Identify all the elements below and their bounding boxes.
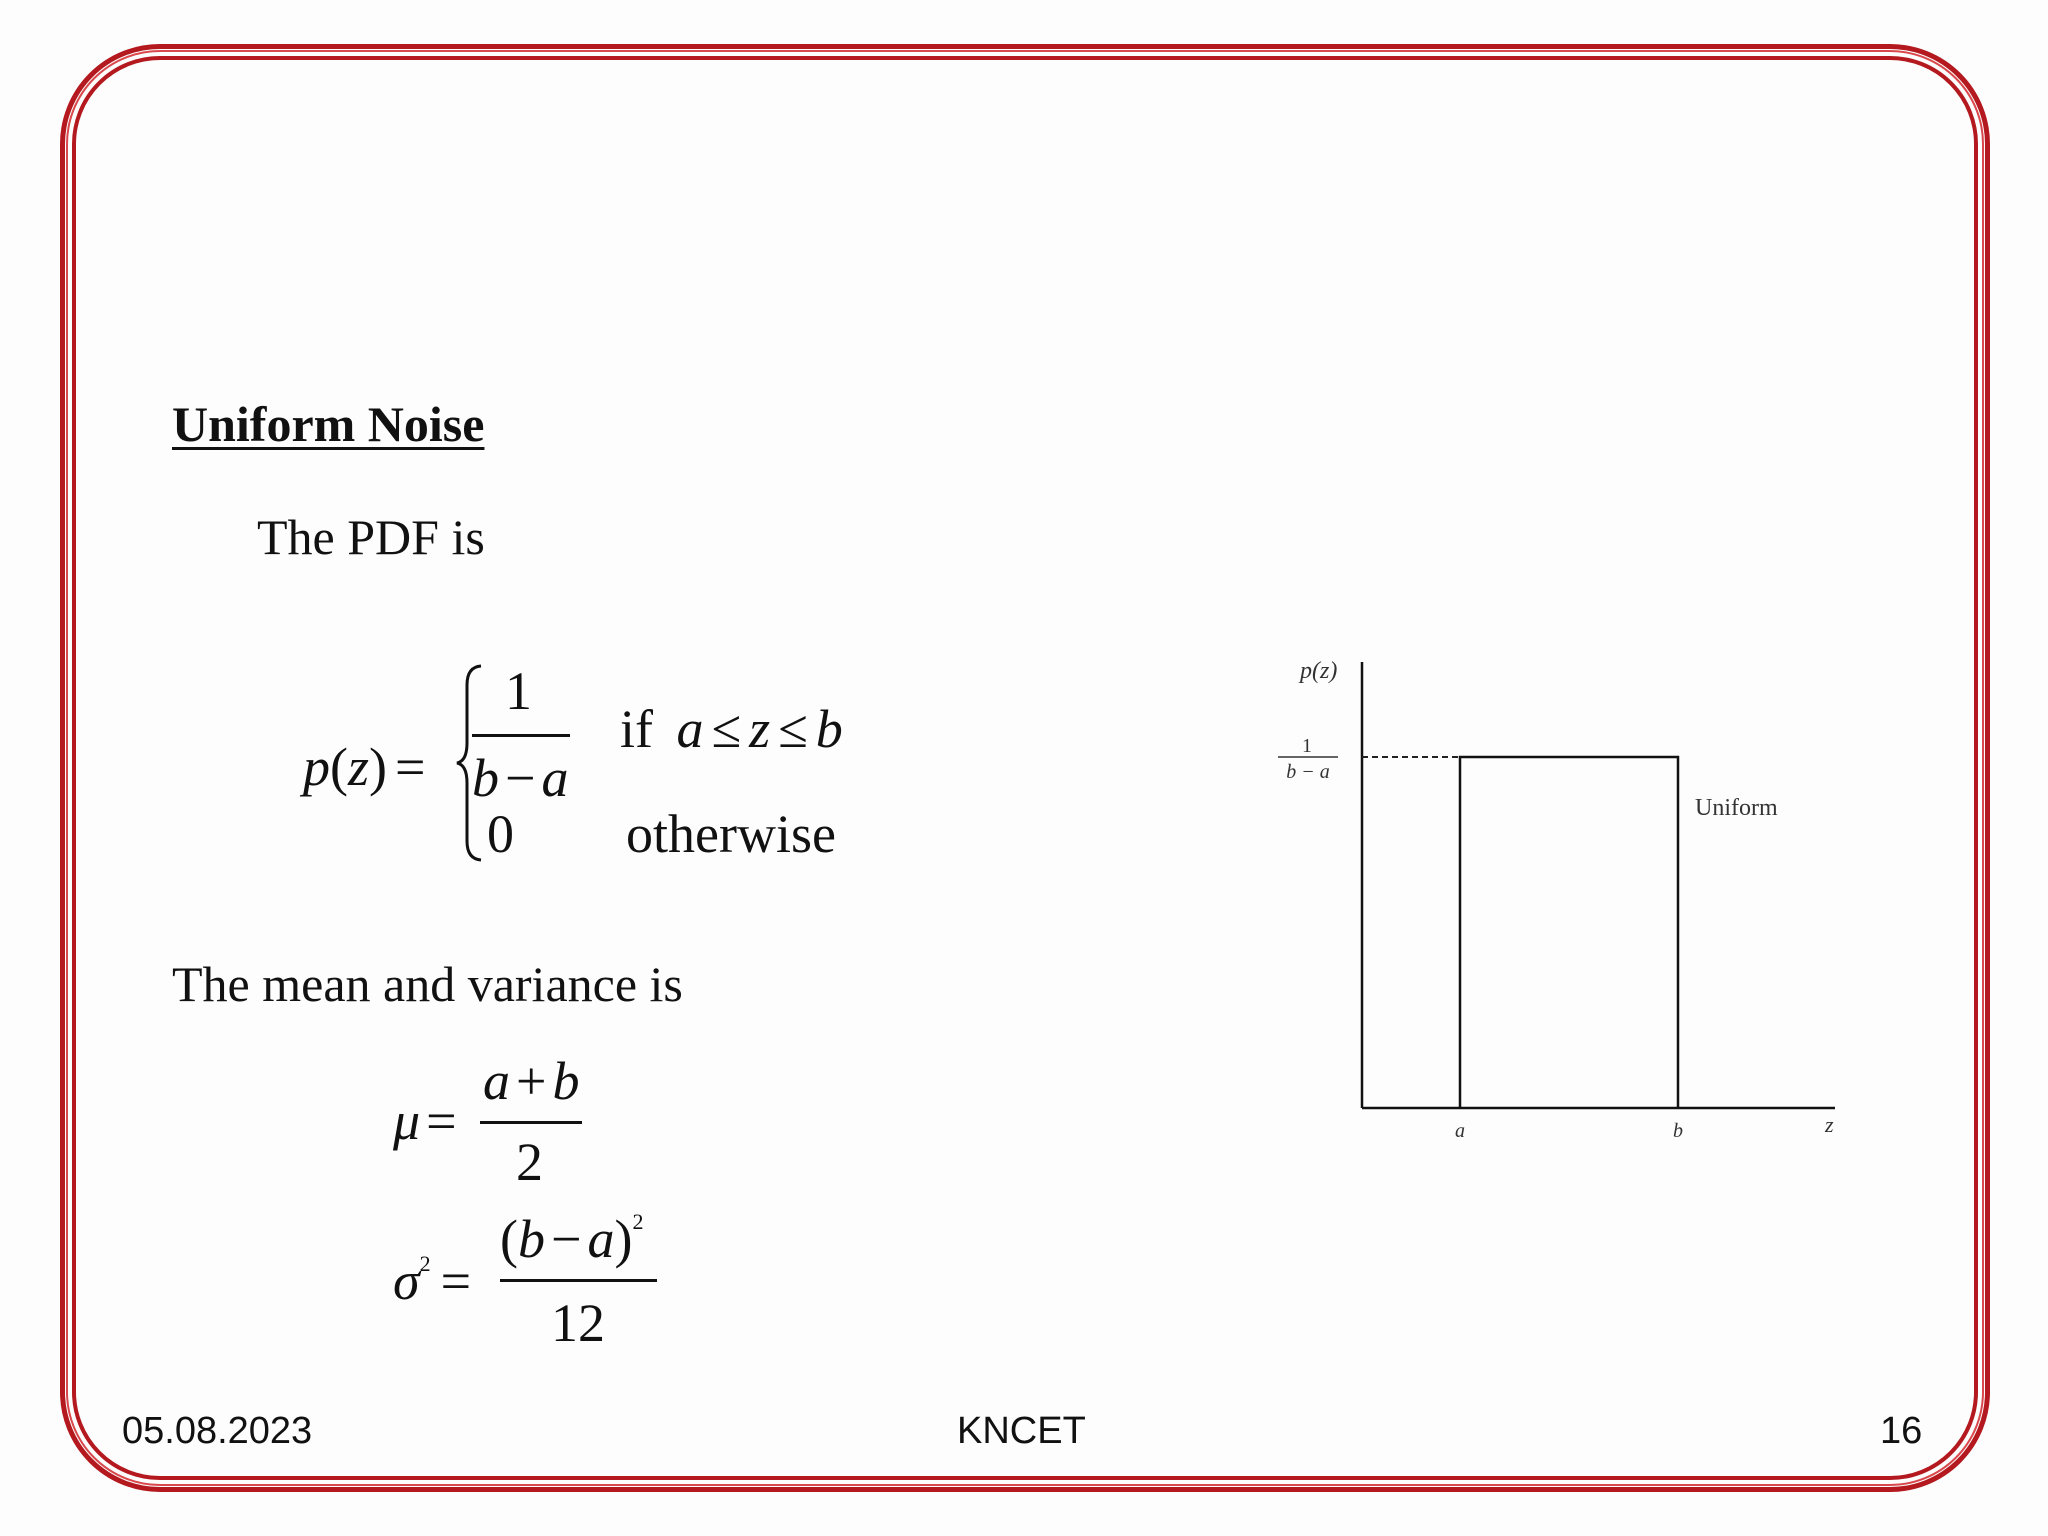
footer-date: 05.08.2023 [122, 1410, 313, 1452]
footer-center: KNCET [957, 1410, 1086, 1452]
x-axis-label: z [1825, 1112, 1834, 1137]
case1-fraction-bar [472, 734, 570, 737]
case1-condition: if a ≤ z ≤ b [620, 699, 843, 759]
y-tick-numerator: 1 [1302, 735, 1312, 757]
variance-fraction-bar [500, 1279, 657, 1282]
y-axis-label: p(z) [1300, 658, 1338, 684]
variance-lhs: $\sigma^2$ = [393, 1251, 472, 1311]
series-label-uniform: Uniform [1695, 795, 1778, 821]
uniform-series-line [1460, 757, 1678, 1108]
mean-variance-text: The mean and variance is [172, 956, 683, 1012]
case2-value: 0 [487, 804, 514, 864]
case1-denominator: b − a [472, 748, 569, 808]
uniform-pdf-chart [1260, 640, 1860, 1150]
footer-page-number: 16 [1880, 1410, 1923, 1452]
pdf-lhs: p(z) = [303, 737, 426, 797]
mean-denominator: 2 [516, 1132, 543, 1192]
mean-lhs: μ = [393, 1091, 457, 1151]
slide-title: Uniform Noise [172, 396, 485, 452]
y-tick-denominator: b − a [1286, 761, 1330, 783]
case2-condition: otherwise [626, 804, 836, 864]
x-tick-b: b [1673, 1120, 1683, 1142]
variance-denominator: 12 [551, 1293, 605, 1353]
case1-numerator: 1 [505, 661, 532, 721]
mean-numerator: a + b [483, 1051, 580, 1111]
pdf-intro-text: The PDF is [257, 509, 485, 565]
x-tick-a: a [1455, 1120, 1465, 1142]
variance-numerator: $(b - a)^2$ [500, 1209, 644, 1269]
mean-fraction-bar [480, 1121, 582, 1124]
